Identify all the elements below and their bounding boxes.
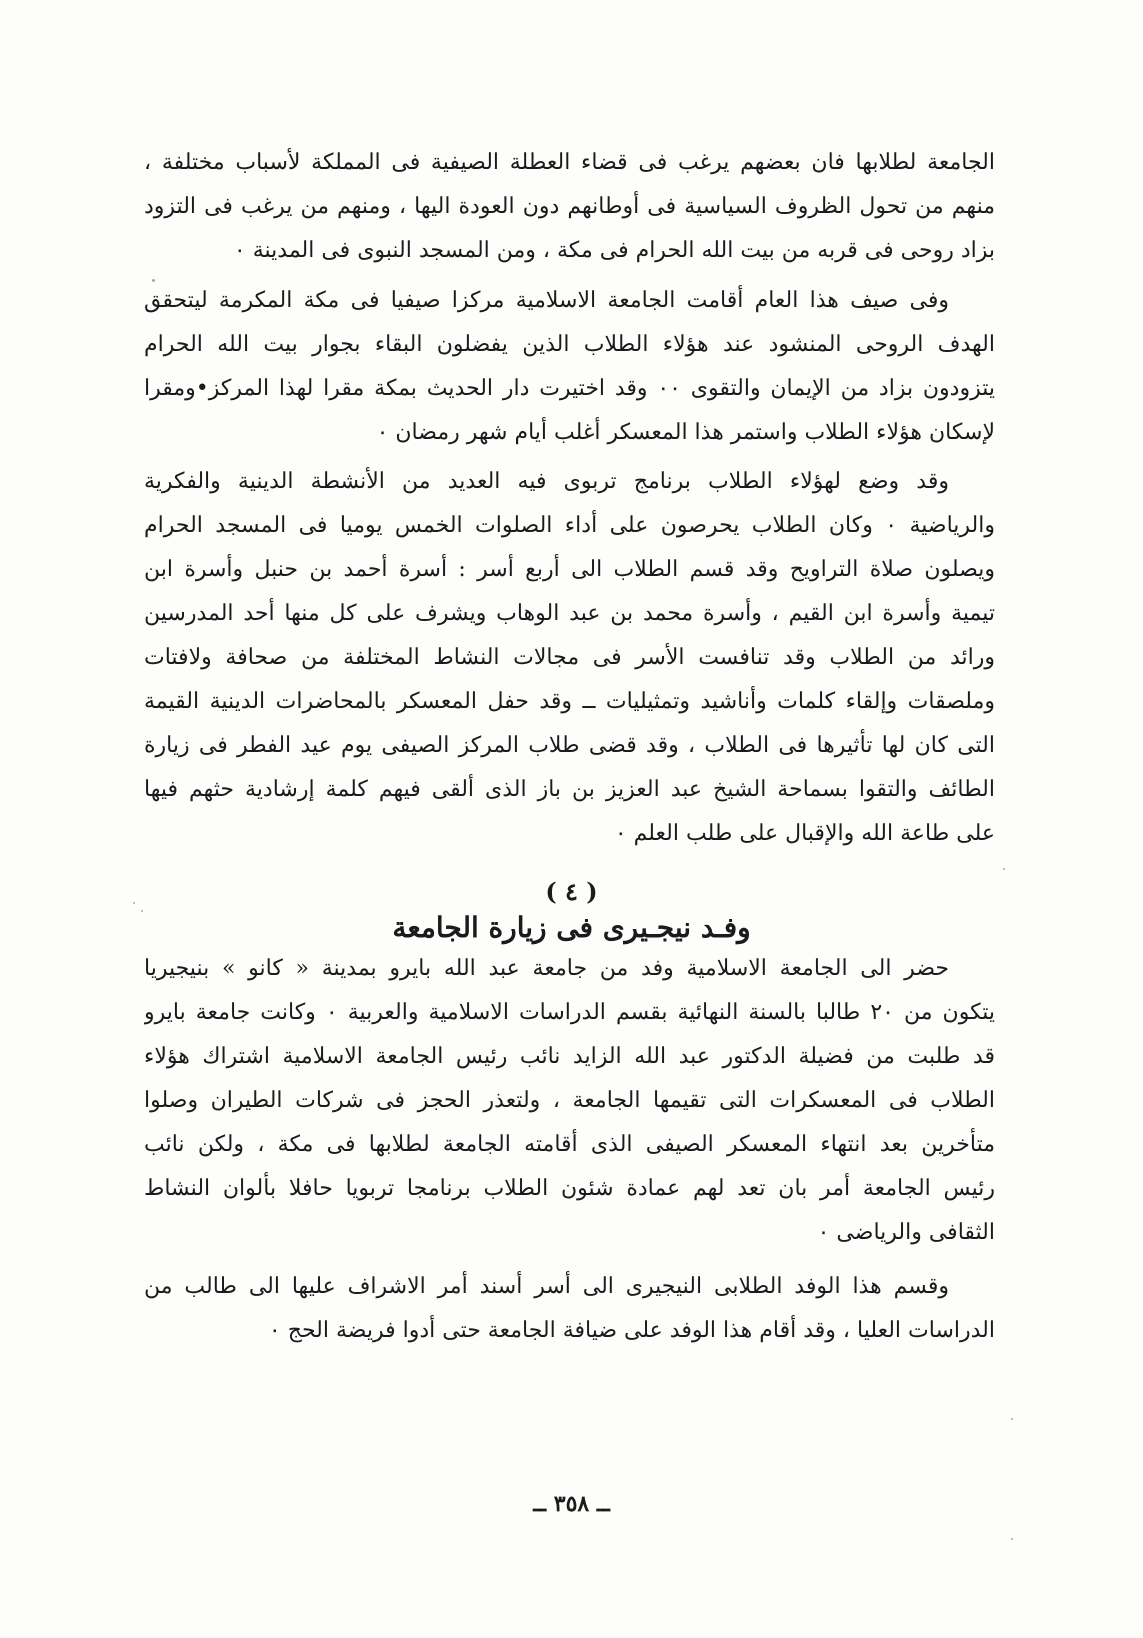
text-line: الطلاب فى المعسكرات التى تقيمها الجامعة ، ولتعذر الحجز فى شركات الطيران وصلوا xyxy=(144,1088,995,1113)
text-line: حضر الى الجامعة الاسلامية وفد من جامعة عبد الله بايرو بمدينة « كانو » بنيجيريا xyxy=(144,956,949,981)
scan-speck xyxy=(1011,1538,1013,1540)
text-line: الجامعة لطلابها فان بعضهم يرغب فى قضاء العطلة الصيفية فى المملكة لأسباب مختلفة ، xyxy=(144,150,995,175)
text-line: التى كان لها تأثيرها فى الطلاب ، وقد قضى طلاب المركز الصيفى يوم عيد الفطر فى زيارة xyxy=(144,733,995,758)
text-line: تيمية وأسرة ابن القيم ، وأسرة محمد بن عبد الوهاب ويشرف على كل منها أحد المدرسين xyxy=(144,601,995,626)
page-number: ــ ٣٥٨ ــ xyxy=(533,1491,610,1517)
text-line: الهدف الروحى المنشود عند هؤلاء الطلاب الذين يفضلون البقاء بجوار بيت الله الحرام xyxy=(144,332,995,357)
text-line: وقسم هذا الوفد الطلابى النيجيرى الى أسر أسند أمر الاشراف عليها الى طالب من xyxy=(144,1274,949,1299)
text-line: ورائد من الطلاب وقد تنافست الأسر فى مجالات النشاط المختلفة من صحافة ولافتات xyxy=(144,645,995,670)
text-line: ويصلون صلاة التراويح وقد قسم الطلاب الى أربع أسر : أسرة أحمد بن حنبل وأسرة ابن xyxy=(144,557,995,582)
section-title: وفـد نيجـيرى فى زيارة الجامعة xyxy=(392,911,751,944)
text-line: رئيس الجامعة أمر بان تعد لهم عمادة شئون الطلاب برنامجا تربويا حافلا بألوان النشاط xyxy=(144,1176,995,1201)
paragraph xyxy=(144,1265,995,1353)
scan-speck xyxy=(141,910,143,912)
text-line: بزاد روحى فى قربه من بيت الله الحرام فى مكة ، ومن المسجد النبوى فى المدينة ٠ xyxy=(233,238,995,263)
scan-speck xyxy=(133,902,135,904)
text-line: متأخرين بعد انتهاء المعسكر الصيفى الذى أقامته الجامعة لطلابها فى مكة ، ولكن نائب xyxy=(144,1132,995,1157)
text-line: يتزودون بزاد من الإيمان والتقوى ٠٠ وقد اختيرت دار الحديث بمكة مقرا لهذا المركز•ومقرا xyxy=(144,376,995,401)
text-line: الثقافى والرياضى ٠ xyxy=(817,1220,995,1245)
section-number: ( ٤ ) xyxy=(545,877,598,906)
paragraph xyxy=(144,947,995,1255)
text-line: الدراسات العليا ، وقد أقام هذا الوفد على ضيافة الجامعة حتى أدوا فريضة الحج ٠ xyxy=(268,1318,995,1343)
scan-speck xyxy=(152,279,155,282)
paragraph xyxy=(144,460,995,856)
text-line: والرياضية ٠ وكان الطلاب يحرصون على أداء الصلوات الخمس يوميا فى المسجد الحرام xyxy=(144,513,995,538)
scan-speck xyxy=(1011,1418,1013,1420)
text-line: وملصقات وإلقاء كلمات وأناشيد وتمثيليات ــ وقد حفل المعسكر بالمحاضرات الدينية القيمة xyxy=(144,689,995,714)
paragraph xyxy=(144,279,995,455)
text-line: يتكون من ٢٠ طالبا بالسنة النهائية بقسم الدراسات الاسلامية والعربية ٠ وكانت جامعة بايرو xyxy=(144,1000,995,1025)
paragraph xyxy=(144,141,995,273)
text-line: لإسكان هؤلاء الطلاب واستمر هذا المعسكر أغلب أيام شهر رمضان ٠ xyxy=(376,420,995,445)
text-line: على طاعة الله والإقبال على طلب العلم ٠ xyxy=(614,821,995,846)
text-line: وفى صيف هذا العام أقامت الجامعة الاسلامية مركزا صيفيا فى مكة المكرمة ليتحقق xyxy=(144,288,949,313)
text-line: وقد وضع لهؤلاء الطلاب برنامج تربوى فيه العديد من الأنشطة الدينية والفكرية xyxy=(144,469,949,494)
text-line: قد طلبت من فضيلة الدكتور عبد الله الزايد نائب رئيس الجامعة الاسلامية اشتراك هؤلاء xyxy=(144,1044,995,1069)
text-line: منهم من تحول الظروف السياسية فى أوطانهم دون العودة اليها ، ومنهم من يرغب فى التزود xyxy=(144,194,995,219)
scan-speck xyxy=(1003,868,1005,870)
text-line: الطائف والتقوا بسماحة الشيخ عبد العزيز بن باز الذى ألقى فيهم كلمة إرشادية حثهم فيها xyxy=(144,777,995,802)
